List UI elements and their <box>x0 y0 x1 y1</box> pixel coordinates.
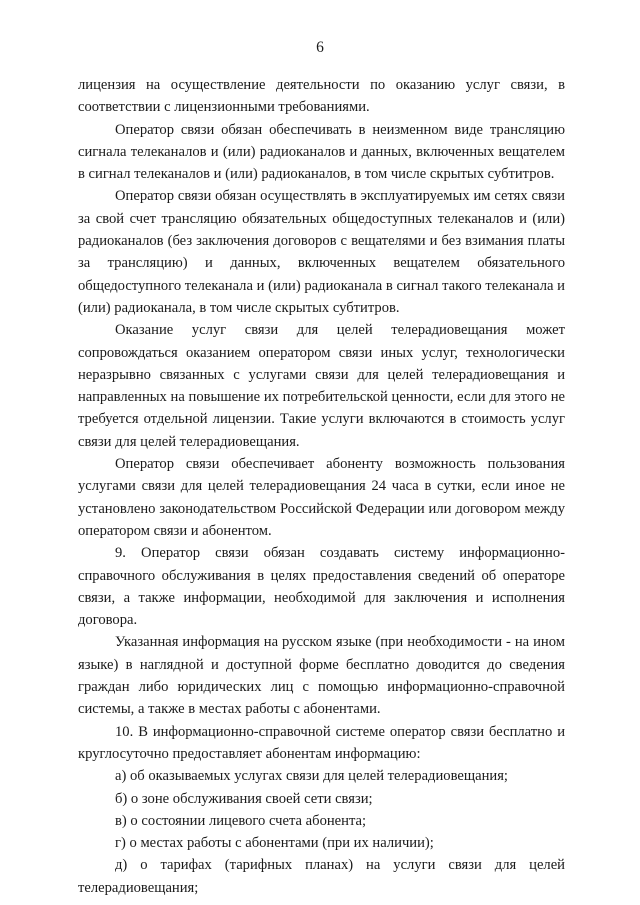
paragraph: Указанная информация на русском языке (при необходимости - на ином языке) в наглядной и доступной форме бесплатно доводится до сведения граждан либо юридических лиц с помощью информационно-справочной системы, а также в местах работы с абонентами. <box>78 634 565 718</box>
paragraph-item-10: 10. В информационно-справочной системе оператор связи бесплатно и круглосуточно предоставляет абонентам информацию: <box>78 723 565 762</box>
paragraph: Оператор связи обеспечивает абоненту возможность пользования услугами связи для целей телерадиовещания 24 часа в сутки, если иное не установлено законодательством Российской Федерации или договором между оператором связи и абонентом. <box>78 456 565 539</box>
list-item-a: а) об оказываемых услугах связи для целей телерадиовещания; <box>115 768 508 785</box>
list-item-g: г) о местах работы с абонентами (при их наличии); <box>115 835 434 852</box>
paragraph: Оказание услуг связи для целей телерадиовещания может сопровождаться оказанием оператором связи иных услуг, технологически неразрывно связанных с услугами связи для целей телерадиовещания и направленных на повышение их потребительской ценности, если для этого не требуется отдельной лицензии. Такие услуги включаются в стоимость услуг связи для целей телерадиовещания. <box>78 322 565 450</box>
paragraph: Оператор связи обязан обеспечивать в неизменном виде трансляцию сигнала телеканалов и (или) радиоканалов и данных, включенных вещателем в сигнал телеканалов и (или) радиоканалов, в том числе скрытых субтитров. <box>78 121 565 183</box>
paragraph: лицензия на осуществление деятельности по оказанию услуг связи, в соответствии с лицензионными требованиями. <box>78 77 565 116</box>
document-body <box>78 74 565 899</box>
list-item-b: б) о зоне обслуживания своей сети связи; <box>115 790 373 807</box>
paragraph-item-9: 9. Оператор связи обязан создавать систему информационно-справочного обслуживания в целях предоставления сведений об операторе связи, а также информации, необходимой для заключения и исполнения договора. <box>78 545 565 629</box>
list-item-v: в) о состоянии лицевого счета абонента; <box>115 812 367 829</box>
list-item-d: д) о тарифах (тарифных планах) на услуги связи для целей телерадиовещания; <box>78 857 565 896</box>
page-number: 6 <box>316 39 324 56</box>
paragraph: Оператор связи обязан осуществлять в эксплуатируемых им сетях связи за свой счет трансляцию обязательных общедоступных телеканалов и (или) радиоканалов (без заключения договоров с вещателями и без взимания платы за трансляцию) и данных, включенных вещателем обязательного общедоступного телеканала и (или) радиоканала в сигнал такого телеканала и (или) радиоканала, в том числе скрытых субтитров. <box>78 188 565 316</box>
